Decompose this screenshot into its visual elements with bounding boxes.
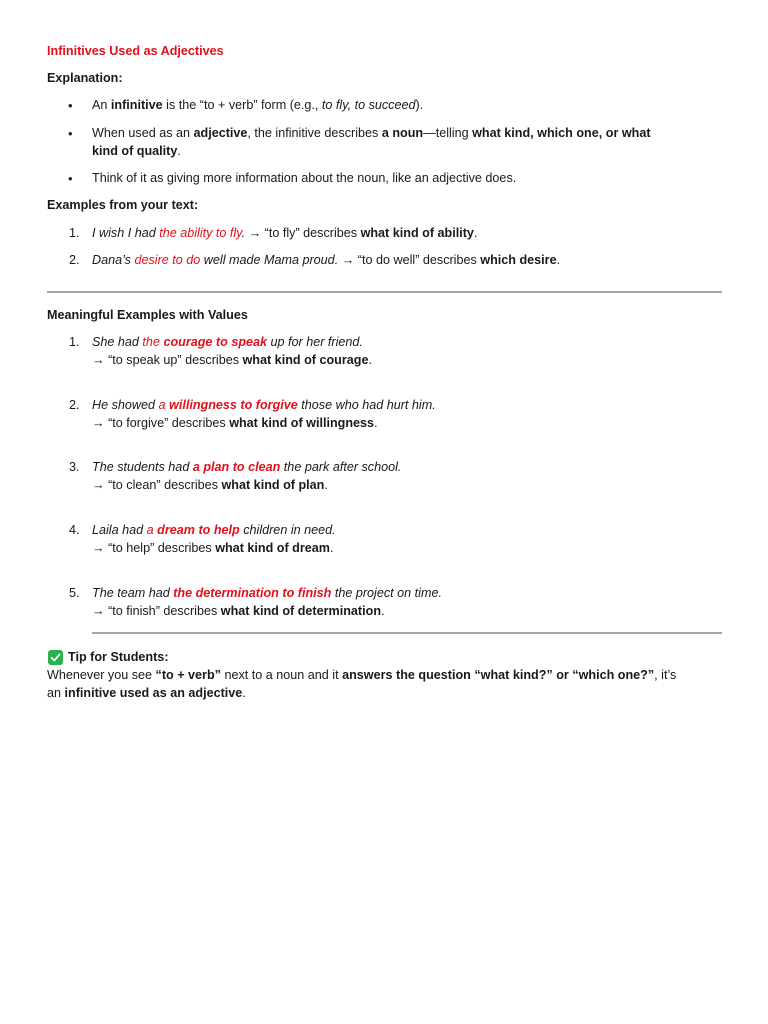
text-example-2: Dana’s desire to do well made Mama proud. → “to do well” describes which desire. (92, 253, 561, 267)
list-number: 3. (69, 460, 80, 474)
explanation-bullet-1: An infinitive is the “to + verb” form (e.g., to fly, to succeed). (92, 98, 424, 112)
explanation-bullet-2: When used as an adjective, the infinitive describes a noun—telling what kind, which one, or what kind of quality. (92, 126, 651, 158)
text-example-1: I wish I had the ability to fly. → “to fly” describes what kind of ability. (92, 226, 478, 240)
list-number: 2. (69, 253, 80, 267)
page-title: Infinitives Used as Adjectives (47, 44, 224, 58)
check-mark-icon (48, 650, 63, 665)
meaningful-example-5: The team had the determination to finish the project on time. → “to finish” describes what kind of determination. (92, 586, 442, 618)
section-divider (47, 291, 722, 293)
meaningful-example-1: She had the courage to speak up for her friend. → “to speak up” describes what kind of courage. (92, 335, 372, 367)
list-divider (92, 632, 722, 634)
meaningful-example-4: Laila had a dream to help children in need. → “to help” describes what kind of dream. (92, 523, 336, 555)
list-number: 1. (69, 226, 80, 240)
examples-heading: Examples from your text: (47, 198, 199, 212)
list-number: 5. (69, 586, 80, 600)
explanation-bullet-3: Think of it as giving more information about the noun, like an adjective does. (92, 171, 517, 185)
bullet-dot: • (68, 98, 73, 113)
list-number: 2. (69, 398, 80, 412)
meaningful-heading: Meaningful Examples with Values (47, 308, 248, 322)
explanation-heading: Explanation: (47, 71, 123, 85)
meaningful-example-2: He showed a willingness to forgive those who had hurt him. → “to forgive” describes what kind of willingness. (92, 398, 436, 430)
bullet-dot: • (68, 126, 73, 141)
meaningful-example-3: The students had a plan to clean the park after school. → “to clean” describes what kind of plan. (92, 460, 402, 492)
list-number: 4. (69, 523, 80, 537)
bullet-dot: • (68, 171, 73, 186)
tip-body: Whenever you see “to + verb” next to a noun and it answers the question “what kind?” or “which one?”, it’s an infinitive used as an adjective. (47, 668, 677, 700)
list-number: 1. (69, 335, 80, 349)
tip-heading: Tip for Students: (68, 650, 169, 664)
